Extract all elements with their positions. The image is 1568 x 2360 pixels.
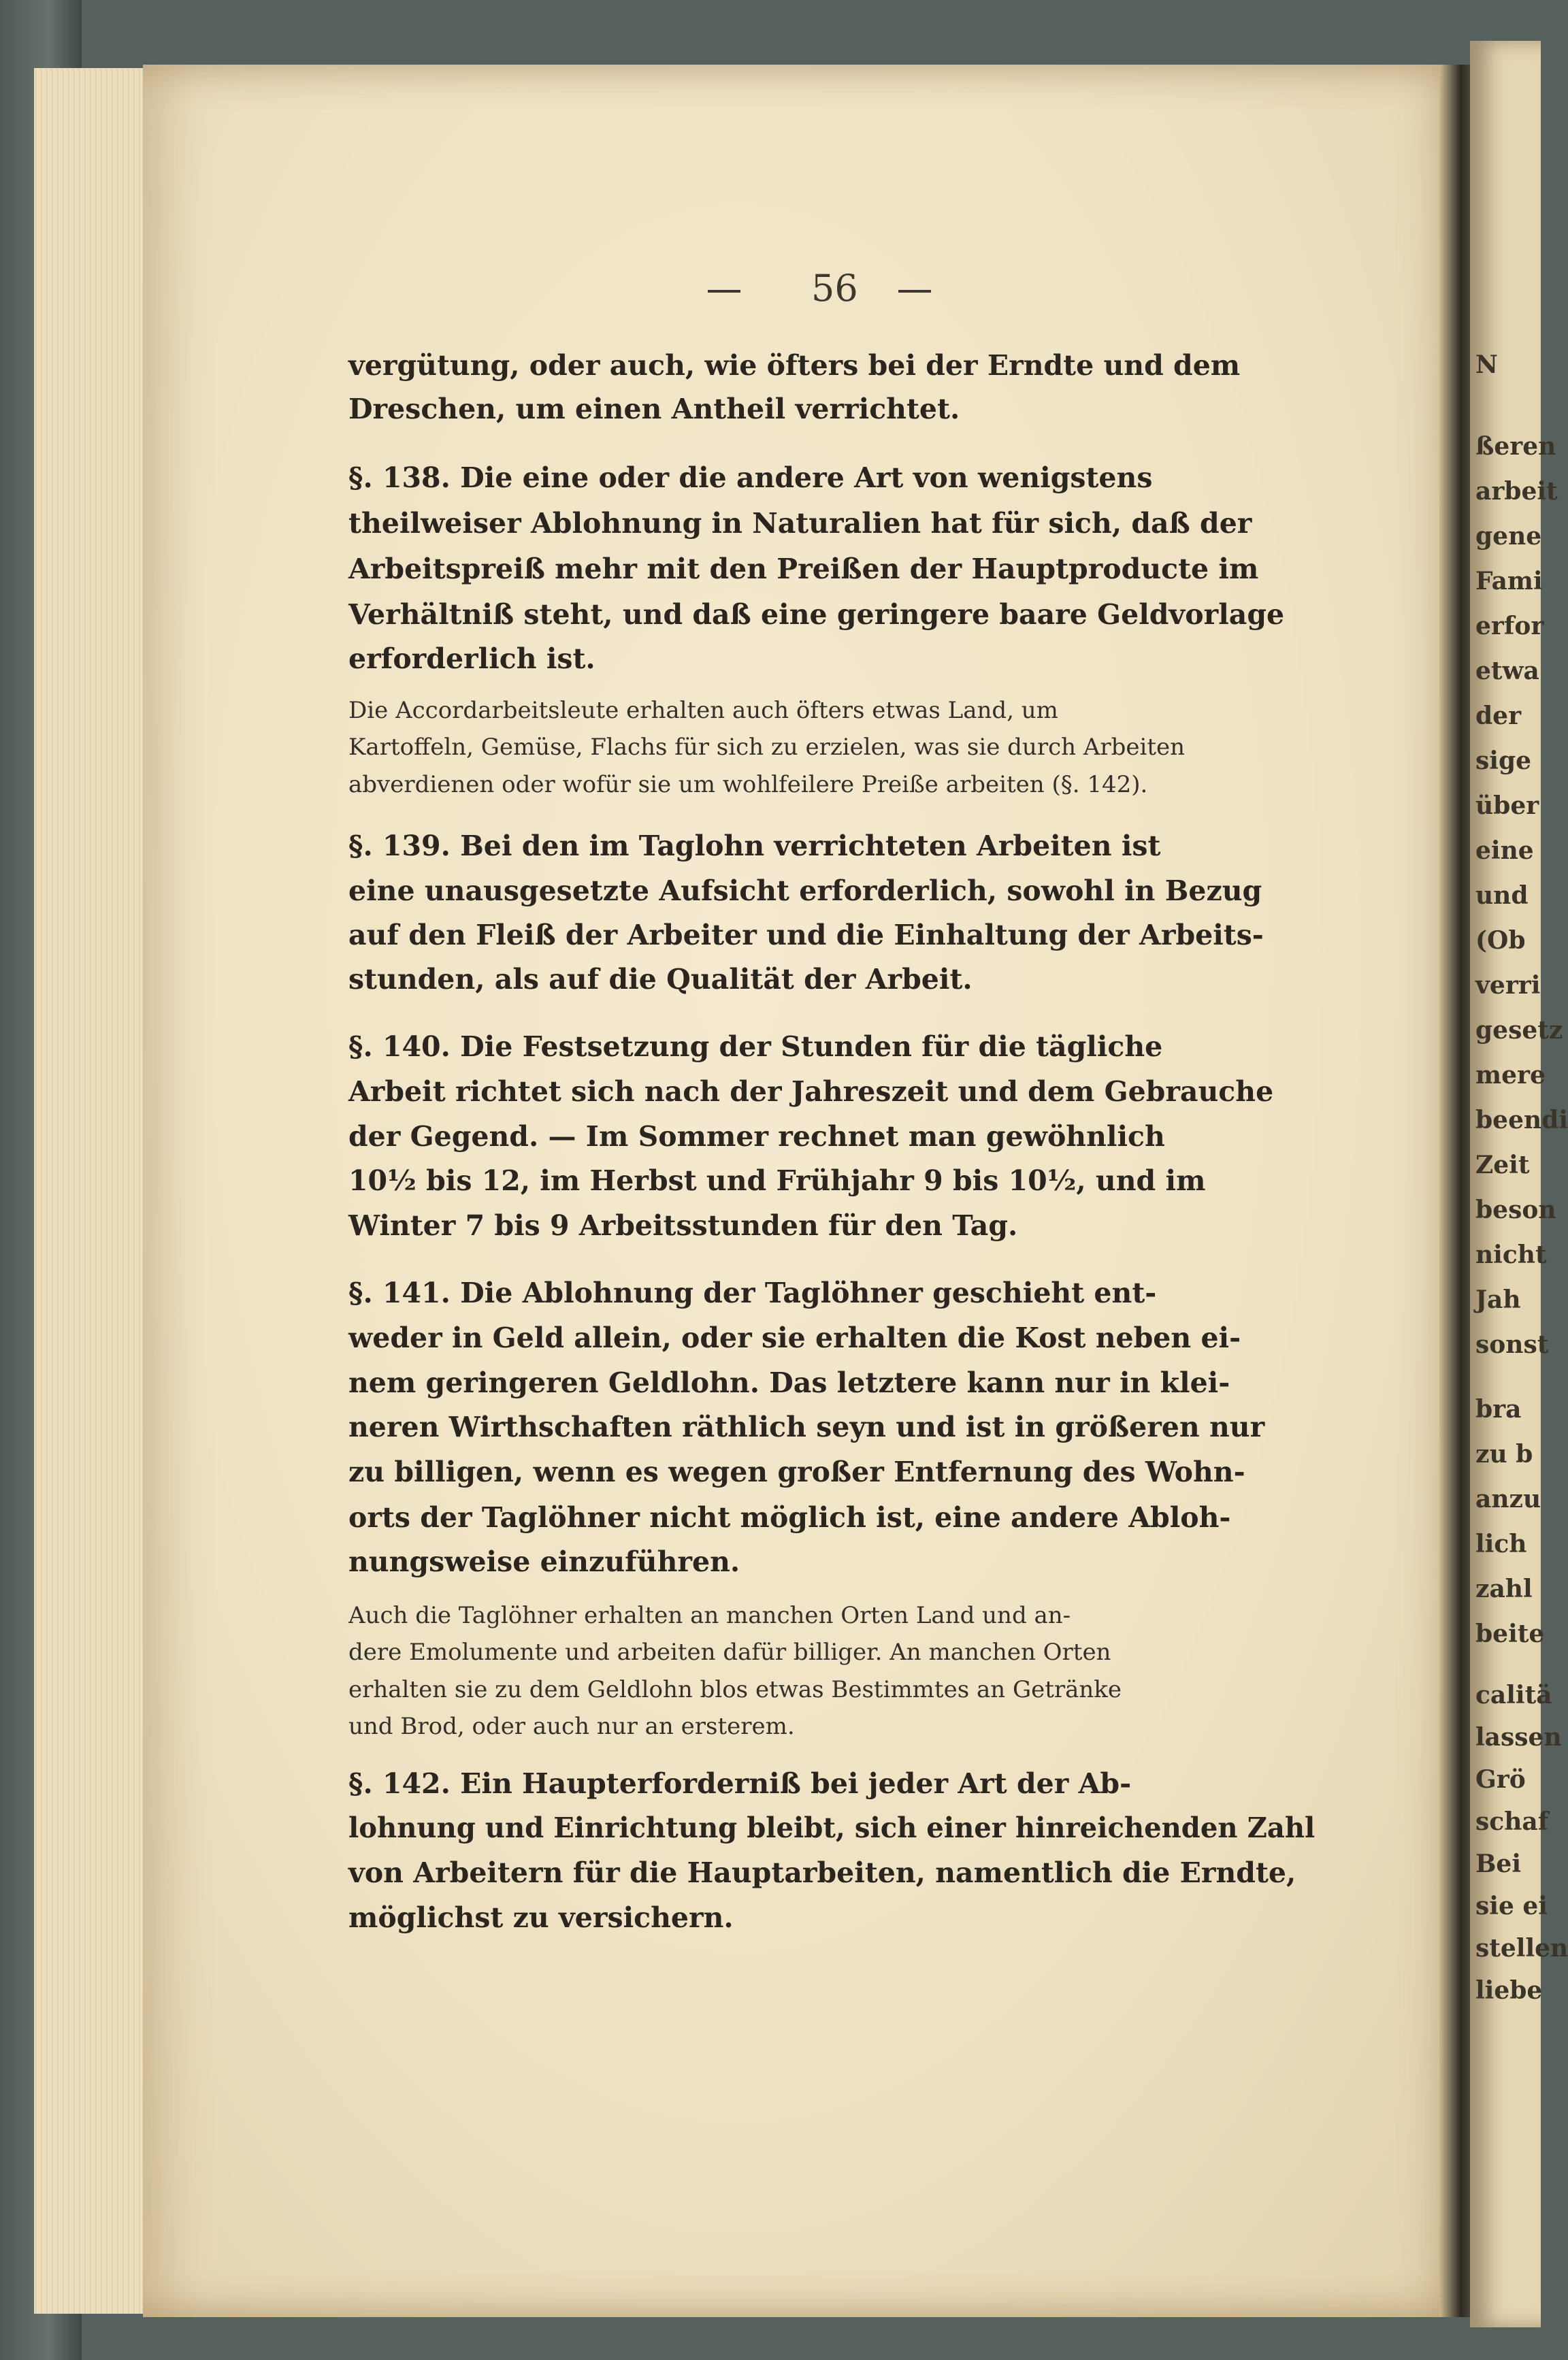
facing-page-text: arbeit xyxy=(1475,477,1558,506)
text-line: weder in Geld allein, oder sie erhalten die Kost neben ei- xyxy=(348,1322,1241,1354)
text-line: neren Wirthschaften räthlich seyn und ist in größeren nur xyxy=(348,1411,1265,1443)
facing-page-text: verri xyxy=(1475,971,1541,1000)
text-line: eine unausgesetzte Aufsicht erforderlich, sowohl in Bezug xyxy=(348,874,1262,907)
facing-page-text: der xyxy=(1475,702,1522,730)
text-line: §. 140. Die Festsetzung der Stunden für die tägliche xyxy=(348,1030,1163,1063)
facing-page-text: sige xyxy=(1475,747,1532,775)
text-line: Arbeitspreiß mehr mit den Preißen der Hauptproducte im xyxy=(348,553,1259,585)
facing-page-text: stellen xyxy=(1475,1934,1568,1963)
text-line: §. 142. Ein Haupterforderniß bei jeder Art der Ab- xyxy=(348,1767,1132,1800)
text-line: Winter 7 bis 9 Arbeitsstunden für den Tag. xyxy=(348,1209,1018,1242)
text-line: möglichst zu versichern. xyxy=(348,1901,734,1934)
facing-page-text: Fami xyxy=(1475,567,1543,595)
note-line: Auch die Taglöhner erhalten an manchen Orten Land und an- xyxy=(348,1602,1071,1629)
text-line: nem geringeren Geldlohn. Das letztere kann nur in klei- xyxy=(348,1366,1230,1399)
note-line: Kartoffeln, Gemüse, Flachs für sich zu erzielen, was sie durch Arbeiten xyxy=(348,734,1186,761)
facing-page-text: und xyxy=(1475,881,1529,910)
facing-page-text: zahl xyxy=(1475,1575,1533,1603)
text-line: §. 139. Bei den im Taglohn verrichteten Arbeiten ist xyxy=(348,830,1161,862)
text-line: theilweiser Ablohnung in Naturalien hat für sich, daß der xyxy=(348,507,1252,540)
facing-page-text: lassen xyxy=(1475,1723,1562,1752)
facing-page-text: zu b xyxy=(1475,1440,1533,1469)
facing-page-text: Jah xyxy=(1475,1285,1521,1314)
facing-page-text: über xyxy=(1475,791,1539,820)
facing-page-text: Bei xyxy=(1475,1850,1522,1878)
text-line: §. 138. Die eine oder die andere Art von wenigstens xyxy=(348,461,1153,494)
facing-page-text: N xyxy=(1475,350,1498,379)
facing-page-fragment xyxy=(1470,41,1568,2327)
text-line: von Arbeitern für die Hauptarbeiten, namentlich die Erndte, xyxy=(348,1856,1296,1889)
header-dash-right xyxy=(898,290,931,293)
facing-page-text: erfor xyxy=(1475,612,1544,640)
facing-page-text: beite xyxy=(1475,1620,1545,1648)
text-line: orts der Taglöhner nicht möglich ist, eine andere Abloh- xyxy=(348,1501,1231,1534)
text-line: lohnung und Einrichtung bleibt, sich einer hinreichenden Zahl xyxy=(348,1812,1316,1844)
text-line: vergütung, oder auch, wie öfters bei der Erndte und dem xyxy=(348,349,1241,382)
facing-page-text: liebe xyxy=(1475,1976,1543,2005)
text-line: Dreschen, um einen Antheil verrichtet. xyxy=(348,393,960,425)
note-line: Die Accordarbeitsleute erhalten auch öfters etwas Land, um xyxy=(348,697,1058,724)
facing-page-text: beson xyxy=(1475,1196,1556,1224)
facing-page-text: nicht xyxy=(1475,1241,1547,1269)
facing-page-text: calitä xyxy=(1475,1681,1552,1709)
facing-page-text: bra xyxy=(1475,1395,1522,1424)
facing-page-text: sie ei xyxy=(1475,1892,1548,1920)
facing-page-text: ßeren xyxy=(1475,432,1556,461)
facing-page-text: Grö xyxy=(1475,1765,1526,1794)
page-header xyxy=(708,267,980,314)
text-line: auf den Fleiß der Arbeiter und die Einhaltung der Arbeits- xyxy=(348,919,1264,951)
text-line: der Gegend. — Im Sommer rechnet man gewöhnlich xyxy=(348,1120,1165,1153)
facing-page-text: lich xyxy=(1475,1530,1527,1558)
facing-page-text: etwa xyxy=(1475,657,1539,685)
book-gutter xyxy=(1439,65,1470,2317)
text-line: §. 141. Die Ablohnung der Taglöhner geschieht ent- xyxy=(348,1277,1157,1309)
facing-page-text: gesetz xyxy=(1475,1016,1563,1045)
text-line: Arbeit richtet sich nach der Jahreszeit und dem Gebrauche xyxy=(348,1075,1274,1108)
text-line: erforderlich ist. xyxy=(348,642,595,675)
note-line: und Brod, oder auch nur an ersterem. xyxy=(348,1713,795,1740)
note-line: erhalten sie zu dem Geldlohn blos etwas Bestimmtes an Getränke xyxy=(348,1676,1122,1703)
facing-page-text: anzu xyxy=(1475,1485,1541,1513)
header-dash-left xyxy=(708,290,740,293)
page-number: 56 xyxy=(811,267,858,310)
facing-page-text: gene xyxy=(1475,522,1542,551)
text-line: Verhältniß steht, und daß eine geringere baare Geldvorlage xyxy=(348,598,1285,631)
facing-page-text: schaf xyxy=(1475,1807,1549,1836)
text-line: 10½ bis 12, im Herbst und Frühjahr 9 bis 10½, und im xyxy=(348,1164,1206,1197)
text-line: zu billigen, wenn es wegen großer Entfernung des Wohn- xyxy=(348,1456,1245,1488)
facing-page-text: Zeit xyxy=(1475,1151,1530,1179)
text-line: stunden, als auf die Qualität der Arbeit. xyxy=(348,963,973,996)
facing-page-text: sonst xyxy=(1475,1330,1549,1359)
text-line: nungsweise einzuführen. xyxy=(348,1545,740,1578)
note-line: abverdienen oder wofür sie um wohlfeilere Preiße arbeiten (§. 142). xyxy=(348,771,1148,798)
facing-page-text: mere xyxy=(1475,1061,1546,1089)
note-line: dere Emolumente und arbeiten dafür billiger. An manchen Orten xyxy=(348,1639,1111,1666)
facing-page-text: eine xyxy=(1475,836,1534,865)
facing-page-text: beendi xyxy=(1475,1106,1568,1134)
facing-page-text: (Ob xyxy=(1475,926,1526,955)
